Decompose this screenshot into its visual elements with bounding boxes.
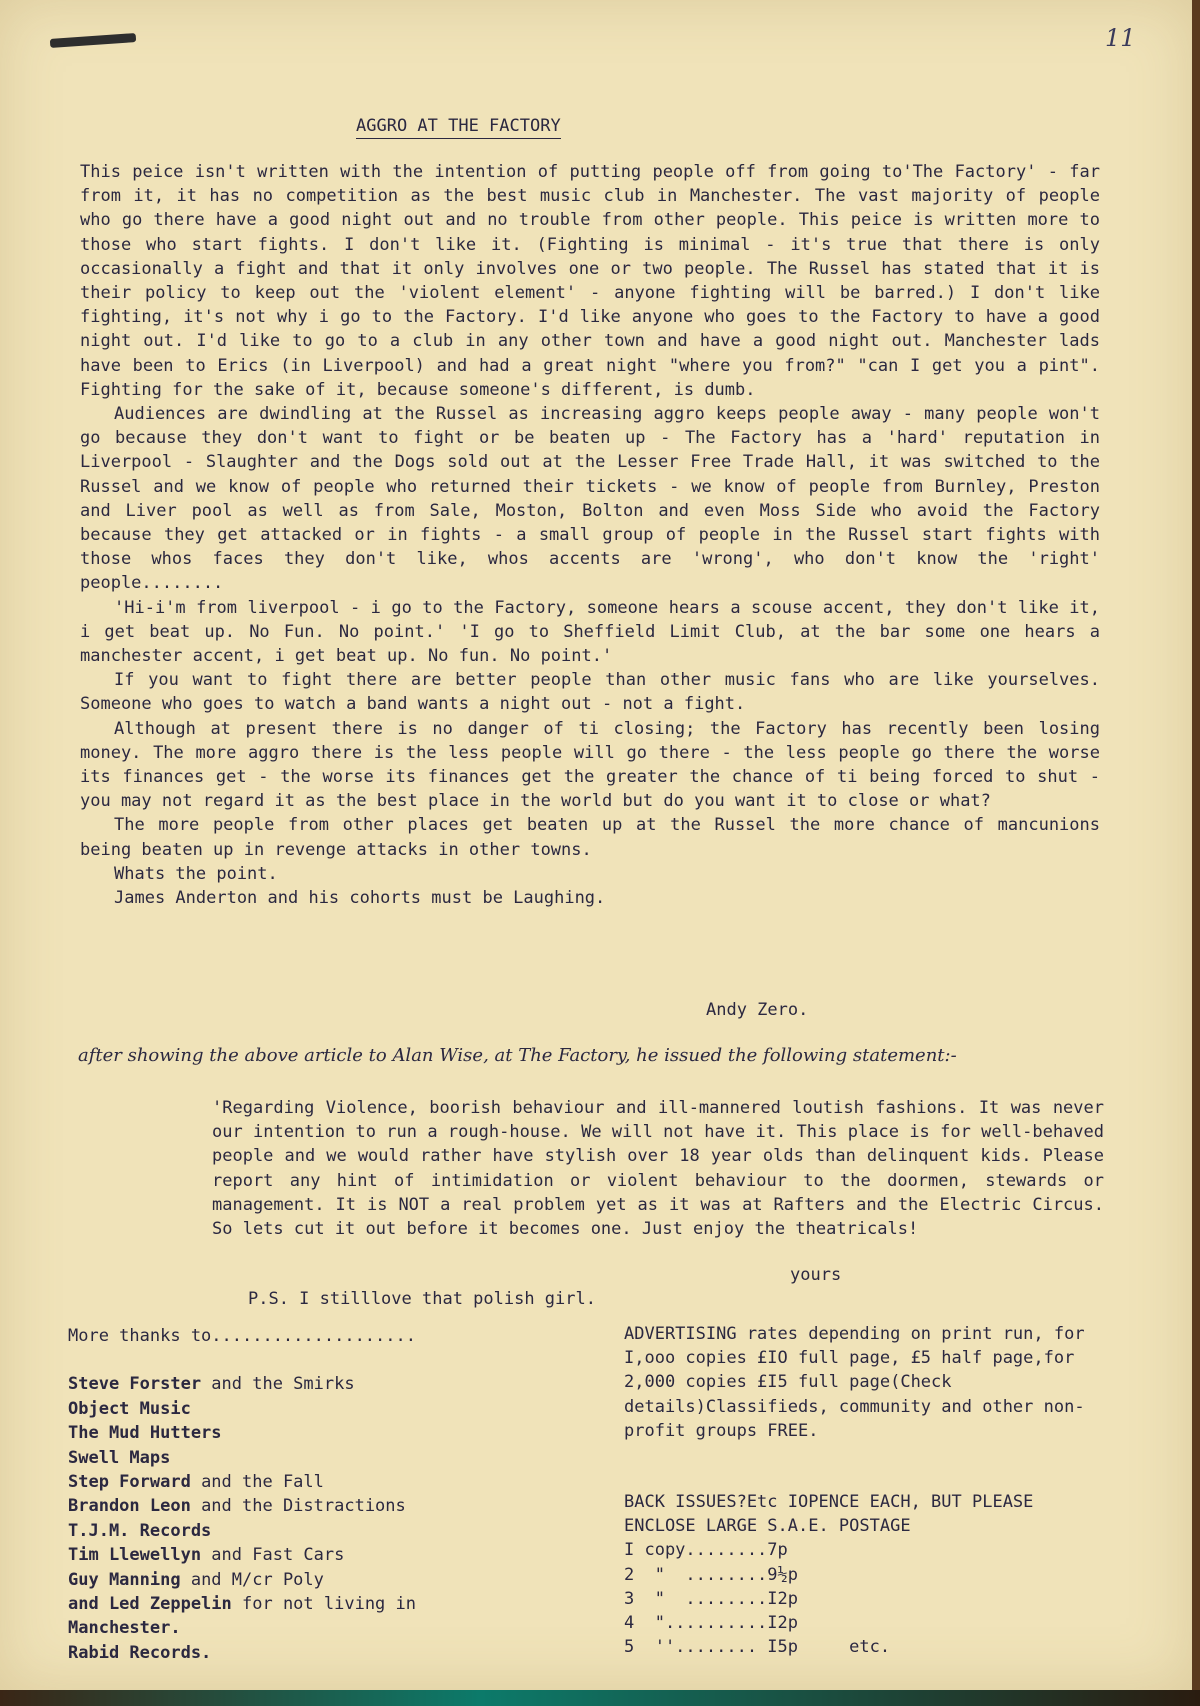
thanks-note: and the Fall	[190, 1472, 324, 1493]
advertising-rates: ADVERTISING rates depending on print run, for I,ooo copies £IO full page, £5 half page,for 2,000 copies £I5 full page(Check details)Classifieds, community and other non-profit groups FREE.	[624, 1324, 1085, 1441]
article-paragraph: Although at present there is no danger of ti closing; the Factory has recently been losing money. The more aggro there is the less people will go there - the less people go there the worse its finances get - the worse its finances get the greater the chance of ti being forced to shut - you may not regard it as the best place in the world but do you want it to close or what?	[80, 718, 1100, 812]
thanks-note: and M/cr Poly	[180, 1569, 324, 1590]
statement-signoff: yours	[790, 1265, 842, 1285]
price-row: 5 ''........ I5p etc.	[624, 1637, 891, 1658]
price-row: 4 "..........I2p	[624, 1613, 798, 1634]
thanks-name: Tim Llewellyn	[68, 1545, 202, 1566]
thanks-list	[68, 1324, 628, 1665]
list-item	[68, 1616, 628, 1640]
list-item	[68, 1519, 628, 1543]
thanks-heading: More thanks to....................	[68, 1326, 416, 1346]
article-paragraph: This peice isn't written with the intention of putting people off from going to'The Factory' - far from it, it has no competition as the best music club in Manchester. The vast majority of people who go there have a good night out and no trouble from other people. This peice is written more to those who start fights. I don't like it. (Fighting is minimal - it's true that there is only occasionally a fight and that it only involves one or two people. The Russel has stated that it is their policy to keep out the 'violent element' - anyone fighting will be barred.) I don't like fighting, it's not why i go to the Factory. I'd like anyone who goes to the Factory to have a good night out. I'd like to go to a club in any other town and have a good night out. Manchester lads have been to Erics (in Liverpool) and had a great night "where you from?" "can I get you a pint". Fighting for the sake of it, because someone's different, is dumb.	[80, 162, 1100, 400]
back-issues-line: ENCLOSE LARGE S.A.E. POSTAGE	[624, 1516, 911, 1537]
list-item	[68, 1470, 628, 1494]
thanks-name: and Led Zeppelin	[68, 1594, 232, 1615]
thanks-name: Steve Forster	[68, 1374, 202, 1395]
price-row: 3 " ........I2p	[624, 1588, 798, 1609]
page-number: 11	[1105, 24, 1136, 52]
article-body	[80, 160, 1100, 910]
list-item	[68, 1397, 628, 1421]
article-paragraph: The more people from other places get beaten up at the Russel the more chance of mancunions being beaten up in revenge attacks in other towns.	[80, 815, 1100, 860]
thanks-name: Manchester.	[68, 1618, 181, 1639]
list-item	[68, 1494, 628, 1518]
list-item	[68, 1421, 628, 1445]
list-item	[68, 1568, 628, 1592]
thanks-name: Rabid Records.	[68, 1642, 212, 1663]
price-row: 2 " ........9½p	[624, 1564, 798, 1585]
list-item	[68, 1641, 628, 1665]
thanks-name: Guy Manning	[68, 1569, 181, 1590]
article-title: AGGRO AT THE FACTORY	[356, 116, 561, 139]
article-paragraph: James Anderton and his cohorts must be Laughing.	[114, 888, 606, 909]
list-item	[68, 1592, 628, 1616]
back-issues-line: BACK ISSUES?Etc IOPENCE EACH, BUT PLEASE	[624, 1492, 1034, 1512]
article-paragraph: 'Hi-i'm from liverpool - i go to the Factory, someone hears a scouse accent, they don't like it, i get beat up. No Fun. No point.' 'I go to Sheffield Limit Club, at the bar some one hears a manchester accent, i get beat up. No fun. No point.'	[80, 597, 1100, 667]
list-item	[68, 1372, 628, 1396]
statement-text: 'Regarding Violence, boorish behaviour and ill-mannered loutish fashions. It was never our intention to run a rough-house. We will not have it. This place is for well-behaved people and we would rather have stylish over 18 year olds than delinquent kids. Please report any hint of intimidation or violent behaviour to the doormen, stewards or management. It is NOT a real problem yet as it was at Rafters and the Electric Circus. So lets cut it out before it becomes one. Just enjoy the theatricals!	[212, 1098, 1104, 1240]
article-paragraph: Audiences are dwindling at the Russel as increasing aggro keeps people away - many people won't go because they don't want to fight or be beaten up - The Factory has a 'hard' reputation in Liverpool - Slaughter and the Dogs sold out at the Lesser Free Trade Hall, it was switched to the Russel and we know of people who returned their tickets - we know of people from Burnley, Preston and Liver pool as well as from Sale, Moston, Bolton and even Moss Side who avoid the Factory because they get attacked or in fights - a small group of people in the Russel start fights with those whos faces they don't like, whos accents are 'wrong', who don't know the 'right' people........	[80, 404, 1100, 594]
thanks-name: Step Forward	[68, 1472, 191, 1493]
thanks-name: T.J.M. Records	[68, 1520, 212, 1541]
thanks-note: and the Smirks	[201, 1374, 355, 1395]
article-paragraph: Whats the point.	[114, 863, 278, 884]
thanks-name: Swell Maps	[68, 1447, 171, 1468]
table-edge	[0, 1690, 1200, 1706]
thanks-name: Object Music	[68, 1398, 191, 1419]
staple	[50, 33, 136, 48]
thanks-name: Brandon Leon	[68, 1496, 191, 1517]
article-signature: Andy Zero.	[706, 1000, 809, 1020]
thanks-note: and Fast Cars	[201, 1545, 345, 1566]
statement-intro: after showing the above article to Alan Wise, at The Factory, he issued the following statement:-	[78, 1045, 957, 1066]
postscript: P.S. I stilllove that polish girl.	[248, 1289, 596, 1309]
price-row: I copy........7p	[624, 1540, 788, 1561]
article-paragraph: If you want to fight there are better people than other music fans who are like yourselves. Someone who goes to watch a band wants a night out - not a fight.	[80, 670, 1100, 715]
list-item	[68, 1446, 628, 1470]
thanks-note: and the Distractions	[190, 1496, 406, 1517]
thanks-name: The Mud Hutters	[68, 1423, 222, 1444]
list-item	[68, 1543, 628, 1567]
thanks-note: for not living in	[231, 1594, 416, 1615]
back-issues	[624, 1490, 1144, 1659]
